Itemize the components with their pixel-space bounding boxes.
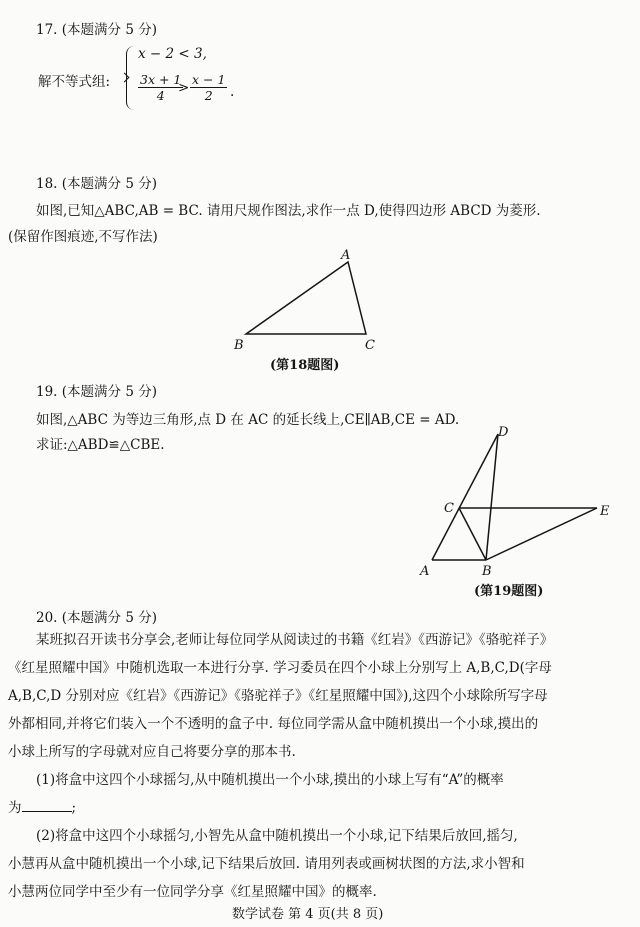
q17-fraction-1 xyxy=(138,72,183,104)
q20-paragraph xyxy=(8,626,614,906)
q20-sub1-line-1: (1)将盒中这四个小球摇匀,从中随机摸出一个小球,摸出的小球上写有“A”的概率 xyxy=(36,772,504,788)
q20-sub2-line: 小慧再从盒中随机摸出一个小球,记下结果后放回. 请用列表或画树状图的方法,求小智和 xyxy=(8,856,525,872)
q17-header: 17. (本题满分 5 分) xyxy=(36,22,157,38)
q18-figure xyxy=(230,246,390,354)
segment-be xyxy=(486,508,597,560)
q20-para-line: 小球上所写的字母就对应自己将要分享的那本书. xyxy=(8,744,296,760)
fraction-2-numerator: x − 1 xyxy=(192,72,226,87)
q17-greater-than: > xyxy=(178,80,190,96)
label-b: B xyxy=(482,564,492,579)
q19-header: 19. (本题满分 5 分) xyxy=(36,384,157,400)
segment-bc xyxy=(459,508,486,560)
q20-para-line: A,B,C,D 分别对应《红岩》《西游记》《骆驼祥子》《红星照耀中国》),这四个小球除所写字母 xyxy=(8,688,548,704)
label-b: B xyxy=(234,338,244,353)
q20-header: 20. (本题满分 5 分) xyxy=(36,610,157,626)
q19-line-1: 如图,△ABC 为等边三角形,点 D 在 AC 的延长线上,CE∥AB,CE = AD. xyxy=(36,412,460,428)
q19-line-2: 求证:△ABD≌△CBE. xyxy=(36,437,165,453)
q20-sub2-line: (2)将盒中这四个小球摇匀,小智先从盒中随机摸出一个小球,记下结果后放回,摇匀, xyxy=(36,828,518,844)
q20-para-line: 某班拟召开读书分享会,老师让每位同学从阅读过的书籍《红岩》《西游记》《骆驼祥子》 xyxy=(36,632,554,648)
label-d: D xyxy=(498,425,509,440)
label-e: E xyxy=(600,504,610,519)
q17-period: . xyxy=(230,84,235,100)
q20-sub2-line: 小慧两位同学中至少有一位同学分享《红星照耀中国》的概率. xyxy=(8,884,377,900)
q20-sub1-line-2 xyxy=(8,794,614,822)
label-a: A xyxy=(341,248,351,263)
system-brace xyxy=(126,46,134,110)
fraction-2-denominator: 2 xyxy=(204,88,213,103)
q18-caption: (第18题图) xyxy=(270,358,340,373)
triangle-abc xyxy=(246,262,366,334)
page-footer: 数学试卷 第 4 页(共 8 页) xyxy=(232,907,384,922)
fraction-1-numerator: 3x + 1 xyxy=(140,72,182,87)
q20-para-line: 外都相同,并将它们装入一个不透明的盒子中. 每位同学需从盒中随机摸出一个小球,摸出的 xyxy=(8,716,539,732)
answer-blank[interactable] xyxy=(22,797,72,812)
q17-inequality-1: x − 2 < 3, xyxy=(138,46,207,62)
label-c: C xyxy=(365,338,375,353)
q20-para-line: 《红星照耀中国》中随机选取一本进行分享. 学习委员在四个小球上分别写上 A,B,C,D(字母 xyxy=(8,660,552,676)
fraction-1-denominator: 4 xyxy=(156,88,165,103)
q17-fraction-2 xyxy=(190,72,227,104)
q19-caption: (第19题图) xyxy=(474,584,544,599)
q19-figure xyxy=(410,420,620,580)
sub1-prefix: 为 xyxy=(8,800,22,816)
label-a: A xyxy=(420,564,430,579)
q17-prompt: 解不等式组: xyxy=(38,74,111,90)
q18-line-1: 如图,已知△ABC,AB = BC. 请用尺规作图法,求作一点 D,使得四边形 ABCD 为菱形. xyxy=(36,203,541,219)
sub1-suffix: ; xyxy=(71,800,77,816)
label-c: C xyxy=(444,501,454,516)
q18-header: 18. (本题满分 5 分) xyxy=(36,176,157,192)
q18-line-2: (保留作图痕迹,不写作法) xyxy=(8,229,158,245)
